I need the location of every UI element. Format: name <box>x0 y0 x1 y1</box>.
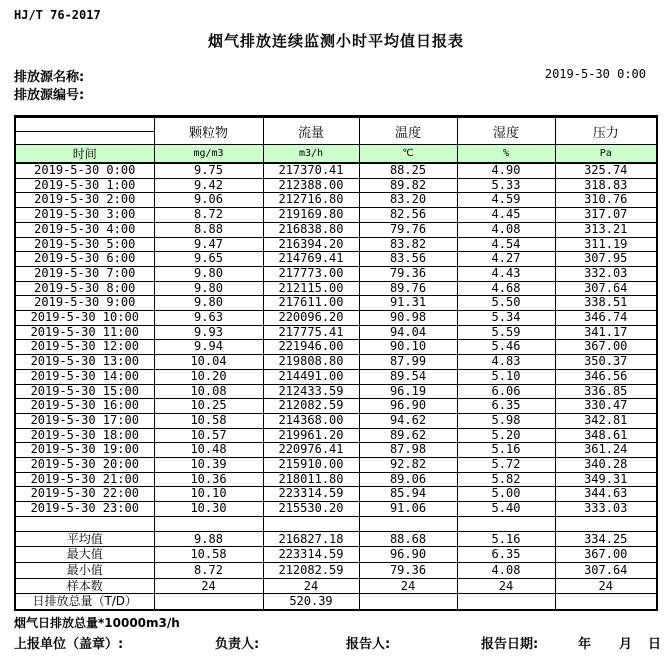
time-cell: 2019-5-30 19:00 <box>15 443 154 458</box>
value-cell: 223314.59 <box>263 487 359 502</box>
summary-value-cell: 24 <box>263 578 359 594</box>
summary-value-cell <box>359 594 457 610</box>
value-cell: 9.63 <box>154 311 263 326</box>
value-cell: 9.47 <box>154 237 263 252</box>
summary-value-cell: 223314.59 <box>263 547 359 563</box>
value-cell: 10.10 <box>154 487 263 502</box>
value-cell: 89.06 <box>359 472 457 487</box>
value-cell: 88.25 <box>359 163 457 178</box>
value-cell: 4.45 <box>457 208 555 223</box>
value-cell: 4.27 <box>457 252 555 267</box>
value-cell: 8.72 <box>154 208 263 223</box>
value-cell: 10.08 <box>154 384 263 399</box>
value-cell: 9.42 <box>154 178 263 193</box>
summary-rows <box>15 531 657 609</box>
value-cell: 79.76 <box>359 222 457 237</box>
value-cell: 219808.80 <box>263 355 359 370</box>
summary-label: 最大值 <box>15 547 154 563</box>
value-cell: 330.47 <box>555 399 657 414</box>
time-cell: 2019-5-30 11:00 <box>15 325 154 340</box>
value-cell: 10.04 <box>154 355 263 370</box>
value-cell: 10.48 <box>154 443 263 458</box>
time-cell: 2019-5-30 14:00 <box>15 369 154 384</box>
value-cell: 5.72 <box>457 458 555 473</box>
value-cell: 96.19 <box>359 384 457 399</box>
value-cell: 350.37 <box>555 355 657 370</box>
value-cell: 220096.20 <box>263 311 359 326</box>
value-cell: 217611.00 <box>263 296 359 311</box>
col-header-temperature: 温度 <box>359 117 457 145</box>
value-cell: 349.31 <box>555 472 657 487</box>
time-header: 时间 <box>15 145 154 164</box>
report-table-wrapper <box>14 115 658 611</box>
time-cell: 2019-5-30 8:00 <box>15 281 154 296</box>
time-cell: 2019-5-30 21:00 <box>15 472 154 487</box>
value-cell: 90.10 <box>359 340 457 355</box>
table-row <box>15 399 657 414</box>
value-cell: 9.65 <box>154 252 263 267</box>
table-row <box>15 443 657 458</box>
value-cell: 8.88 <box>154 222 263 237</box>
value-cell: 6.35 <box>457 399 555 414</box>
table-row <box>15 369 657 384</box>
time-cell: 2019-5-30 17:00 <box>15 413 154 428</box>
value-cell: 212115.00 <box>263 281 359 296</box>
value-cell: 317.07 <box>555 208 657 223</box>
value-cell: 4.08 <box>457 222 555 237</box>
value-cell: 6.06 <box>457 384 555 399</box>
time-cell: 2019-5-30 22:00 <box>15 487 154 502</box>
value-cell: 91.06 <box>359 502 457 517</box>
source-code-label: 排放源编号: <box>14 88 85 103</box>
summary-value-cell: 5.16 <box>457 531 555 547</box>
value-cell: 9.94 <box>154 340 263 355</box>
blank-row <box>15 516 657 531</box>
summary-row <box>15 578 657 594</box>
value-cell: 4.90 <box>457 163 555 178</box>
value-cell: 5.50 <box>457 296 555 311</box>
value-cell: 310.76 <box>555 193 657 208</box>
table-row <box>15 472 657 487</box>
value-cell: 342.81 <box>555 413 657 428</box>
table-row <box>15 384 657 399</box>
corner-cell-top <box>15 117 154 132</box>
value-cell: 89.76 <box>359 281 457 296</box>
month-label: 月 <box>619 637 633 652</box>
blank-section <box>15 516 657 531</box>
value-cell: 87.99 <box>359 355 457 370</box>
summary-value-cell: 96.90 <box>359 547 457 563</box>
unit-temperature: ℃ <box>359 145 457 164</box>
summary-value-cell: 24 <box>555 578 657 594</box>
summary-row <box>15 563 657 579</box>
summary-value-cell: 367.00 <box>555 547 657 563</box>
value-cell: 346.74 <box>555 311 657 326</box>
summary-row <box>15 547 657 563</box>
report-unit-label: 上报单位（盖章）: <box>14 637 124 652</box>
time-cell: 2019-5-30 12:00 <box>15 340 154 355</box>
time-cell: 2019-5-30 2:00 <box>15 193 154 208</box>
table-row <box>15 252 657 267</box>
value-cell: 346.56 <box>555 369 657 384</box>
value-cell: 89.82 <box>359 178 457 193</box>
summary-value-cell <box>457 594 555 610</box>
time-cell: 2019-5-30 16:00 <box>15 399 154 414</box>
col-header-pm: 颗粒物 <box>154 117 263 145</box>
value-cell: 217370.41 <box>263 163 359 178</box>
time-cell: 2019-5-30 4:00 <box>15 222 154 237</box>
table-row <box>15 281 657 296</box>
summary-value-cell: 24 <box>359 578 457 594</box>
summary-value-cell: 334.25 <box>555 531 657 547</box>
time-cell: 2019-5-30 1:00 <box>15 178 154 193</box>
summary-label: 平均值 <box>15 531 154 547</box>
value-cell: 4.83 <box>457 355 555 370</box>
col-header-flow: 流量 <box>263 117 359 145</box>
summary-label: 日排放总量（T/D） <box>15 594 154 610</box>
table-row <box>15 193 657 208</box>
source-name-label: 排放源名称: <box>14 70 85 85</box>
responsible-person-label: 负责人: <box>215 637 260 652</box>
value-cell: 5.33 <box>457 178 555 193</box>
unit-flow: m3/h <box>263 145 359 164</box>
time-cell: 2019-5-30 6:00 <box>15 252 154 267</box>
value-cell: 9.80 <box>154 266 263 281</box>
value-cell: 215530.20 <box>263 502 359 517</box>
value-cell: 87.98 <box>359 443 457 458</box>
value-cell: 83.56 <box>359 252 457 267</box>
reporter-label: 报告人: <box>346 637 391 652</box>
value-cell: 82.56 <box>359 208 457 223</box>
col-header-pressure: 压力 <box>555 117 657 145</box>
value-cell: 313.21 <box>555 222 657 237</box>
summary-value-cell: 212082.59 <box>263 563 359 579</box>
value-cell: 10.25 <box>154 399 263 414</box>
value-cell: 5.16 <box>457 443 555 458</box>
value-cell: 348.61 <box>555 428 657 443</box>
value-cell: 83.82 <box>359 237 457 252</box>
summary-value-cell: 24 <box>154 578 263 594</box>
value-cell: 79.36 <box>359 266 457 281</box>
value-cell: 212433.59 <box>263 384 359 399</box>
unit-pressure: Pa <box>555 145 657 164</box>
value-cell: 214368.00 <box>263 413 359 428</box>
value-cell: 218011.80 <box>263 472 359 487</box>
time-cell: 2019-5-30 23:00 <box>15 502 154 517</box>
value-cell: 341.17 <box>555 325 657 340</box>
value-cell: 344.63 <box>555 487 657 502</box>
time-cell: 2019-5-30 5:00 <box>15 237 154 252</box>
value-cell: 311.19 <box>555 237 657 252</box>
value-cell: 4.43 <box>457 266 555 281</box>
value-cell: 5.20 <box>457 428 555 443</box>
summary-label: 最小值 <box>15 563 154 579</box>
summary-label: 样本数 <box>15 578 154 594</box>
value-cell: 92.82 <box>359 458 457 473</box>
value-cell: 5.82 <box>457 472 555 487</box>
unit-humidity: % <box>457 145 555 164</box>
signature-line <box>0 633 672 651</box>
year-label: 年 <box>578 637 592 652</box>
summary-value-cell: 10.58 <box>154 547 263 563</box>
value-cell: 214491.00 <box>263 369 359 384</box>
value-cell: 336.85 <box>555 384 657 399</box>
time-cell: 2019-5-30 15:00 <box>15 384 154 399</box>
value-cell: 220976.41 <box>263 443 359 458</box>
value-cell: 5.00 <box>457 487 555 502</box>
summary-value-cell: 307.64 <box>555 563 657 579</box>
summary-value-cell: 520.39 <box>263 594 359 610</box>
value-cell: 10.58 <box>154 413 263 428</box>
value-cell: 333.03 <box>555 502 657 517</box>
value-cell: 318.83 <box>555 178 657 193</box>
table-row <box>15 428 657 443</box>
summary-value-cell: 9.88 <box>154 531 263 547</box>
data-rows <box>15 163 657 516</box>
page-title: 烟气排放连续监测小时平均值日报表 <box>207 32 464 50</box>
value-cell: 9.06 <box>154 193 263 208</box>
table-row <box>15 325 657 340</box>
table-row <box>15 502 657 517</box>
value-cell: 85.94 <box>359 487 457 502</box>
value-cell: 91.31 <box>359 296 457 311</box>
summary-row <box>15 531 657 547</box>
value-cell: 338.51 <box>555 296 657 311</box>
summary-value-cell: 4.08 <box>457 563 555 579</box>
table-row <box>15 487 657 502</box>
value-cell: 217773.00 <box>263 266 359 281</box>
value-cell: 340.28 <box>555 458 657 473</box>
table-row <box>15 178 657 193</box>
table-row <box>15 311 657 326</box>
value-cell: 5.34 <box>457 311 555 326</box>
value-cell: 217775.41 <box>263 325 359 340</box>
value-cell: 10.39 <box>154 458 263 473</box>
value-cell: 216838.80 <box>263 222 359 237</box>
summary-value-cell: 8.72 <box>154 563 263 579</box>
time-cell: 2019-5-30 13:00 <box>15 355 154 370</box>
value-cell: 5.59 <box>457 325 555 340</box>
value-cell: 5.10 <box>457 369 555 384</box>
standard-number: HJ/T 76-2017 <box>14 8 101 22</box>
value-cell: 90.98 <box>359 311 457 326</box>
units-row <box>15 145 657 164</box>
table-row <box>15 208 657 223</box>
value-cell: 367.00 <box>555 340 657 355</box>
table-row <box>15 355 657 370</box>
value-cell: 94.04 <box>359 325 457 340</box>
value-cell: 332.03 <box>555 266 657 281</box>
value-cell: 215910.00 <box>263 458 359 473</box>
header-row-top <box>15 117 657 132</box>
value-cell: 5.46 <box>457 340 555 355</box>
value-cell: 212716.80 <box>263 193 359 208</box>
value-cell: 219169.80 <box>263 208 359 223</box>
table-row <box>15 163 657 178</box>
value-cell: 9.80 <box>154 296 263 311</box>
value-cell: 307.95 <box>555 252 657 267</box>
value-cell: 325.74 <box>555 163 657 178</box>
value-cell: 307.64 <box>555 281 657 296</box>
table-row <box>15 222 657 237</box>
value-cell: 216394.20 <box>263 237 359 252</box>
time-cell: 2019-5-30 0:00 <box>15 163 154 178</box>
time-cell: 2019-5-30 20:00 <box>15 458 154 473</box>
value-cell: 5.40 <box>457 502 555 517</box>
summary-value-cell: 24 <box>457 578 555 594</box>
day-label: 日 <box>648 637 662 652</box>
table-row <box>15 340 657 355</box>
summary-value-cell: 79.36 <box>359 563 457 579</box>
summary-row <box>15 594 657 610</box>
value-cell: 89.54 <box>359 369 457 384</box>
value-cell: 214769.41 <box>263 252 359 267</box>
report-date-label: 报告日期: <box>481 637 539 652</box>
report-datetime: 2019-5-30 0:00 <box>544 67 646 81</box>
value-cell: 5.98 <box>457 413 555 428</box>
total-emission-note: 烟气日排放总量*10000m3/h <box>14 616 180 630</box>
value-cell: 89.62 <box>359 428 457 443</box>
value-cell: 4.54 <box>457 237 555 252</box>
value-cell: 4.59 <box>457 193 555 208</box>
col-header-humidity: 湿度 <box>457 117 555 145</box>
value-cell: 221946.00 <box>263 340 359 355</box>
table-row <box>15 237 657 252</box>
time-cell: 2019-5-30 18:00 <box>15 428 154 443</box>
time-cell: 2019-5-30 7:00 <box>15 266 154 281</box>
value-cell: 94.62 <box>359 413 457 428</box>
table-row <box>15 413 657 428</box>
table-row <box>15 458 657 473</box>
value-cell: 9.75 <box>154 163 263 178</box>
table-row <box>15 296 657 311</box>
summary-value-cell: 88.68 <box>359 531 457 547</box>
value-cell: 361.24 <box>555 443 657 458</box>
report-table <box>14 115 658 611</box>
summary-value-cell <box>154 594 263 610</box>
value-cell: 9.80 <box>154 281 263 296</box>
time-cell: 2019-5-30 10:00 <box>15 311 154 326</box>
value-cell: 10.36 <box>154 472 263 487</box>
summary-value-cell <box>555 594 657 610</box>
value-cell: 83.20 <box>359 193 457 208</box>
corner-cell-bottom <box>15 132 154 145</box>
value-cell: 10.20 <box>154 369 263 384</box>
value-cell: 10.57 <box>154 428 263 443</box>
summary-value-cell: 6.35 <box>457 547 555 563</box>
unit-pm: mg/m3 <box>154 145 263 164</box>
time-cell: 2019-5-30 3:00 <box>15 208 154 223</box>
value-cell: 219961.20 <box>263 428 359 443</box>
summary-value-cell: 216827.18 <box>263 531 359 547</box>
value-cell: 212388.00 <box>263 178 359 193</box>
value-cell: 212082.59 <box>263 399 359 414</box>
value-cell: 96.90 <box>359 399 457 414</box>
value-cell: 9.93 <box>154 325 263 340</box>
value-cell: 4.68 <box>457 281 555 296</box>
value-cell: 10.30 <box>154 502 263 517</box>
table-row <box>15 266 657 281</box>
time-cell: 2019-5-30 9:00 <box>15 296 154 311</box>
